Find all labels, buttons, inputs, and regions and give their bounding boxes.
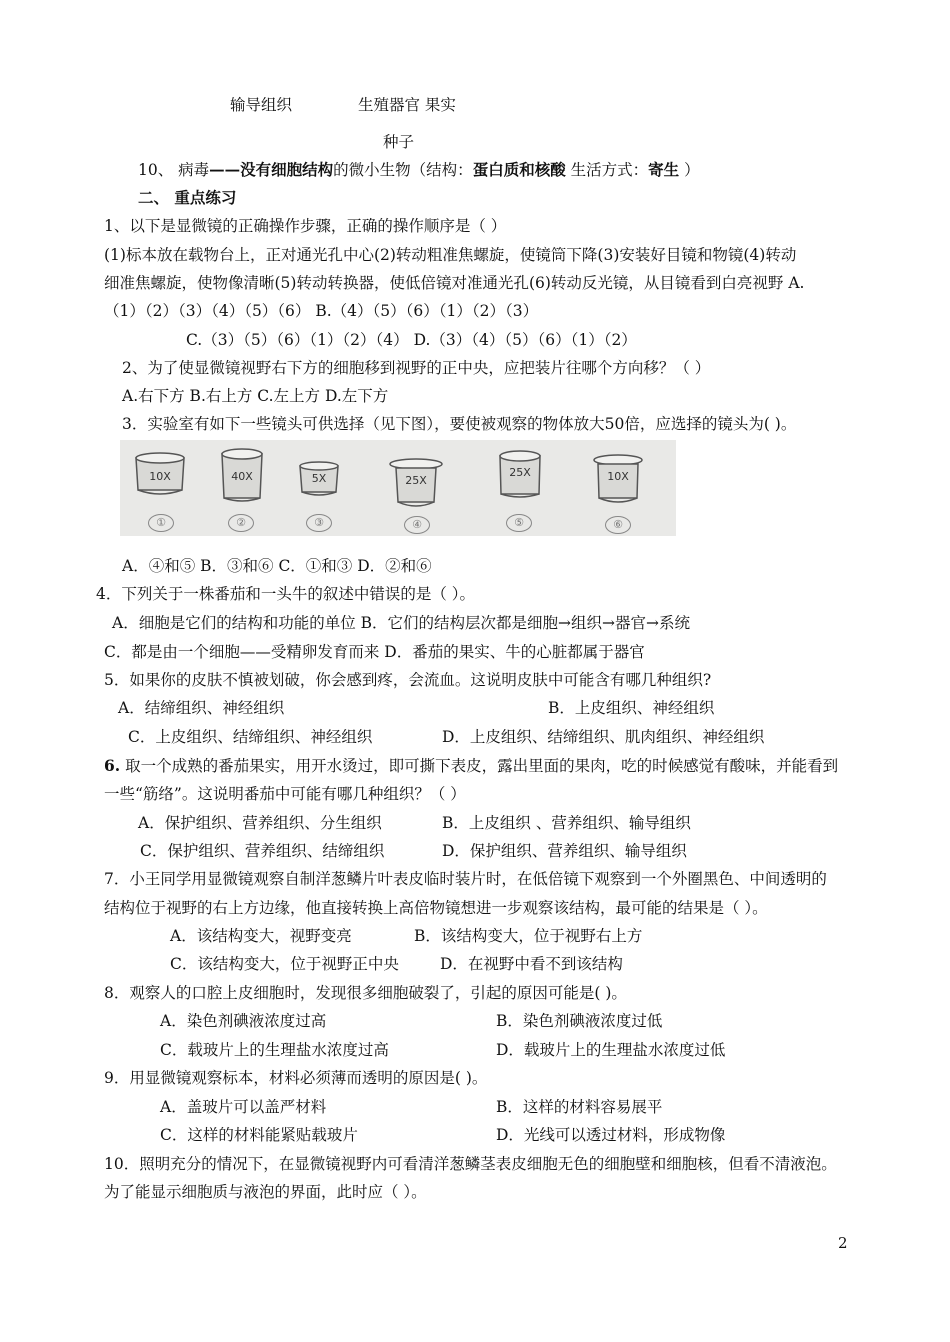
text-transport-tissue: 输导组织 <box>230 96 293 114</box>
lens-4-mag: 25X <box>405 474 427 487</box>
q6-line2: 一些“筋络”。这说明番茄中可能有哪几种组织？（ ） <box>104 785 466 803</box>
q7-option-b: B．该结构变大，位于视野右上方 <box>414 927 643 945</box>
lens-3-number: ③ <box>306 514 332 532</box>
q8-option-a: A．染色剂碘液浓度过高 <box>160 1012 327 1030</box>
q7-line2: 结构位于视野的右上方边缘，他直接转换上高倍物镜想进一步观察该结构，最可能的结果是（ ）。 <box>104 899 768 917</box>
lens-3 <box>294 460 344 529</box>
item-10-end: ） <box>679 161 700 179</box>
q7-option-a: A．该结构变大，视野变亮 <box>170 927 352 945</box>
q7-line1: 7．小王同学用显微镜观察自制洋葱鳞片叶表皮临时装片时，在低倍镜下观察到一个外圈黑色、中间透明的 <box>104 870 827 888</box>
lens-2-number: ② <box>228 514 254 532</box>
q1-stem: 1、以下是显微镜的正确操作步骤，正确的操作顺序是（ ） <box>104 217 507 235</box>
q1-line1: (1)标本放在载物台上，正对通光孔中心(2)转动粗准焦螺旋，使镜筒下降(3)安装好目镜和物镜(4)转动 <box>104 246 797 264</box>
item-10-mid: 的微小生物（结构： <box>333 161 473 179</box>
lens-1-number: ① <box>148 514 174 532</box>
q6-option-d: D．保护组织、营养组织、输导组织 <box>442 842 687 860</box>
q8-option-b: B．染色剂碘液浓度过低 <box>496 1012 663 1030</box>
q4-options-1: A．细胞是它们的结构和功能的单位 B．它们的结构层次都是细胞→组织→器官→系统 <box>112 614 690 632</box>
q9-option-c: C．这样的材料能紧贴载玻片 <box>160 1126 358 1144</box>
text-reproductive-organ: 生殖器官 果实 <box>358 96 456 114</box>
q6-line1 <box>104 756 838 776</box>
q9-option-b: B．这样的材料容易展平 <box>496 1098 663 1116</box>
q4-options-2: C．都是由一个细胞——受精卵发育而来 D．番茄的果实、牛的心脏都属于器官 <box>104 643 645 661</box>
q1-line2: 细准焦螺旋，使物像清晰(5)转动转换器，使低倍镜对准通光孔(6)转动反光镜，从目镜看到白亮视野 A. <box>104 274 805 292</box>
q5-option-a: A．结缔组织、神经组织 <box>118 699 285 717</box>
q6-option-a: A．保护组织、营养组织、分生组织 <box>138 814 382 832</box>
q8-option-c: C．载玻片上的生理盐水浓度过高 <box>160 1041 389 1059</box>
lens-5-number: ⑤ <box>506 514 532 532</box>
q6-option-b: B．上皮组织 、营养组织、输导组织 <box>442 814 691 832</box>
q7-option-d: D．在视野中看不到该结构 <box>440 955 623 973</box>
q6-line1-text: 取一个成熟的番茄果实，用开水烫过，即可撕下表皮，露出里面的果肉，吃的时候感觉有酸味，并能看到 <box>120 757 839 775</box>
lens-2-mag: 40X <box>231 470 253 483</box>
q2-options: A.右下方 B.右上方 C.左上方 D.左下方 <box>122 387 389 405</box>
q9-option-a: A．盖玻片可以盖严材料 <box>160 1098 327 1116</box>
lens-1-mag: 10X <box>149 470 171 483</box>
q4-stem: 4．下列关于一株番茄和一头牛的叙述中错误的是（ ）。 <box>96 585 476 603</box>
q7-option-c: C．该结构变大，位于视野正中央 <box>170 955 399 973</box>
lens-2 <box>216 446 268 529</box>
item-10-prefix: 10、 病毒 <box>138 161 210 179</box>
q1-line4: C.（3）（5）（6）（1）（2）（4） D.（3）（4）（5）（6）（1）（2） <box>186 331 637 349</box>
lens-5-mag: 25X <box>509 466 531 479</box>
lens-4-number: ④ <box>404 516 430 534</box>
lens-5 <box>494 448 546 529</box>
page-number: 2 <box>838 1234 848 1252</box>
q5-stem: 5．如果你的皮肤不慎被划破，你会感到疼，会流血。这说明皮肤中可能含有哪几种组织? <box>104 671 712 689</box>
q1-line3: （1）（2）（3）（4）（5）（6） B.（4）（5）（6）（1）（2）（3） <box>104 302 539 320</box>
item-10-bold-protein: 蛋白质和核酸 <box>472 160 566 179</box>
lens-6-mag: 10X <box>607 470 629 483</box>
q5-option-c: C．上皮组织、结缔组织、神经组织 <box>128 728 373 746</box>
lens-6 <box>590 454 646 531</box>
q9-option-d: D．光线可以透过材料，形成物像 <box>496 1126 726 1144</box>
item-10-virus <box>138 160 700 180</box>
lens-4 <box>386 458 446 531</box>
q10-line1: 10．照明充分的情况下，在显微镜视野内可看清洋葱鳞茎表皮细胞无色的细胞壁和细胞核，但看不清液泡。 <box>104 1155 837 1173</box>
section-heading: 二、 重点练习 <box>138 188 237 207</box>
item-10-bold-no-cell: ——没有细胞结构 <box>209 160 334 179</box>
item-10-mid2: 生活方式： <box>565 161 649 179</box>
q5-option-d: D．上皮组织、结缔组织、肌肉组织、神经组织 <box>442 728 765 746</box>
q5-option-b: B．上皮组织、神经组织 <box>548 699 715 717</box>
q9-stem: 9．用显微镜观察标本，材料必须薄而透明的原因是( )。 <box>104 1069 488 1087</box>
q3-options: A．④和⑤ B．③和⑥ C．①和③ D．②和⑥ <box>122 557 432 575</box>
q2-stem: 2、为了使显微镜视野右下方的细胞移到视野的正中央，应把装片往哪个方向移？（ ） <box>122 359 711 377</box>
q8-option-d: D．载玻片上的生理盐水浓度过低 <box>496 1041 726 1059</box>
lens-3-mag: 5X <box>311 472 327 485</box>
text-seed: 种子 <box>383 133 415 151</box>
q3-stem: 3．实验室有如下一些镜头可供选择（见下图），要使被观察的物体放大50倍，应选择的镜头为( )。 <box>122 415 797 433</box>
lens-6-number: ⑥ <box>605 516 631 534</box>
item-10-bold-parasite: 寄生 <box>648 160 680 179</box>
q6-option-c: C．保护组织、营养组织、结缔组织 <box>140 842 385 860</box>
q6-number: 6. <box>104 756 121 775</box>
lens-1 <box>132 450 188 529</box>
lens-figure <box>120 440 676 536</box>
q8-stem: 8．观察人的口腔上皮细胞时，发现很多细胞破裂了，引起的原因可能是( )。 <box>104 984 627 1002</box>
q10-line2: 为了能显示细胞质与液泡的界面，此时应（ ）。 <box>104 1183 427 1201</box>
